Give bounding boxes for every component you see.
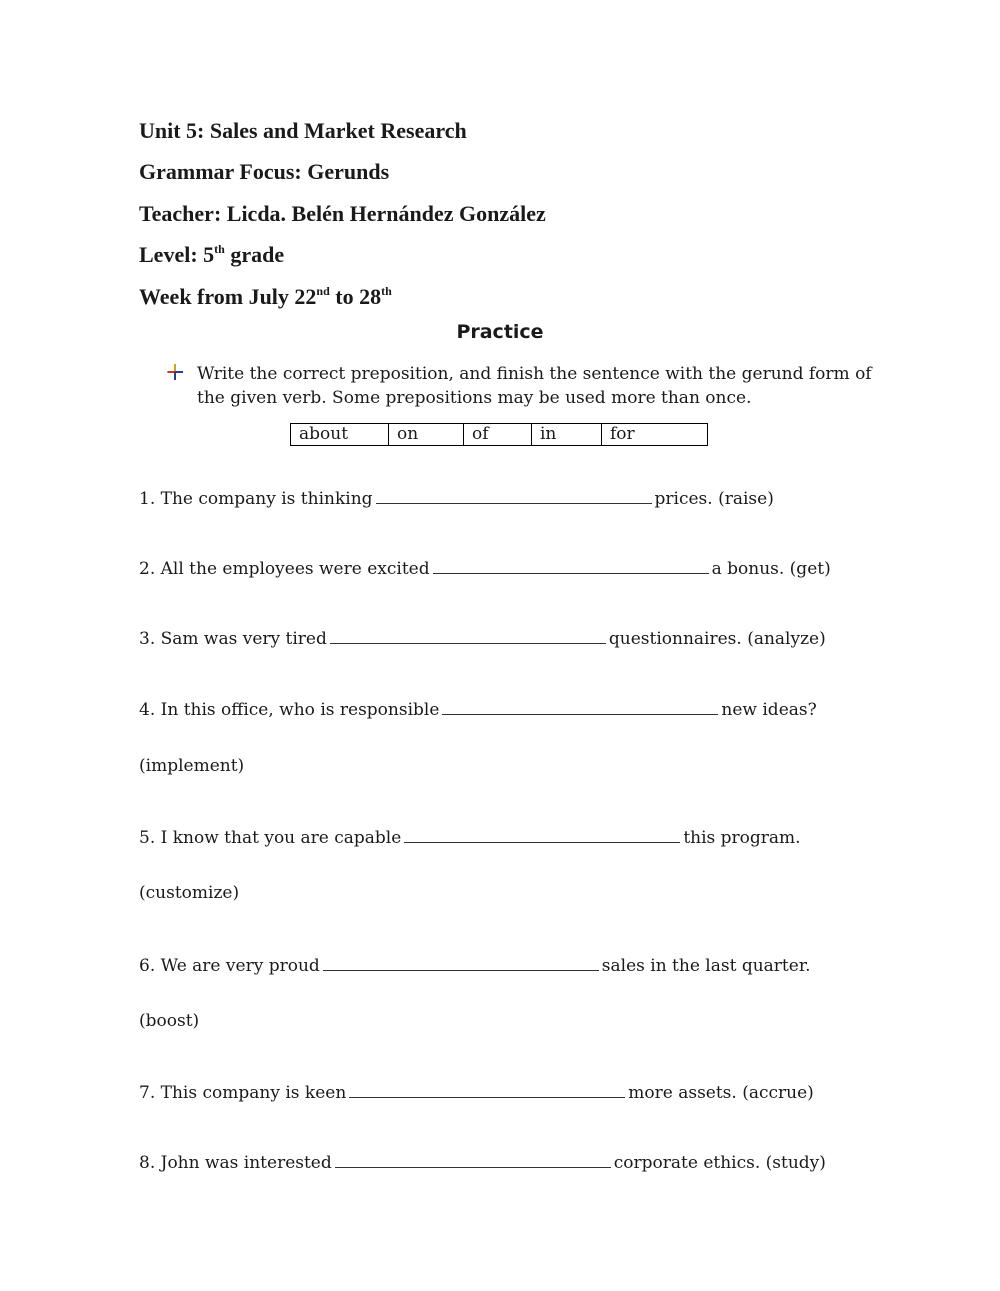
exercise-item-4 — [139, 698, 817, 720]
item-5-stem: 5. I know that you are capable — [139, 828, 402, 848]
week-superscript-2: th — [381, 284, 392, 298]
item-2-blank[interactable] — [433, 557, 709, 574]
item-4-stem: 4. In this office, who is responsible — [139, 700, 440, 720]
item-1-stem: 1. The company is thinking — [139, 489, 373, 509]
exercise-item-7 — [139, 1081, 814, 1103]
week-prefix: Week from July 22 — [139, 284, 317, 309]
word-bank-row — [291, 424, 708, 446]
item-3-stem: 3. Sam was very tired — [139, 629, 327, 649]
unit-title: Unit 5: Sales and Market Research — [139, 118, 467, 143]
item-6-tail: sales in the last quarter. — [601, 956, 811, 976]
week-range — [139, 286, 392, 308]
item-7-blank[interactable] — [349, 1081, 625, 1098]
level-prefix: Level: 5 — [139, 242, 215, 267]
item-8-stem: 8. John was interested — [139, 1153, 332, 1173]
grammar-focus: Grammar Focus: Gerunds — [139, 159, 390, 184]
item-4-tail: new ideas? — [721, 700, 817, 720]
exercise-item-5 — [139, 826, 801, 848]
item-5-tail: this program. — [683, 828, 801, 848]
item-2-tail: a bonus. (get) — [711, 559, 831, 579]
item-7-stem: 7. This company is keen — [139, 1083, 347, 1103]
week-superscript-1: nd — [316, 284, 330, 298]
item-6-blank[interactable] — [323, 954, 599, 971]
level-suffix: grade — [224, 242, 285, 267]
item-5-blank[interactable] — [404, 826, 680, 843]
word-bank-cell-in: in — [532, 424, 602, 446]
item-6-stem: 6. We are very proud — [139, 956, 320, 976]
exercise-item-6 — [139, 954, 810, 976]
exercise-item-1 — [139, 487, 774, 509]
item-3-blank[interactable] — [330, 627, 606, 644]
exercise-item-2 — [139, 557, 831, 579]
word-bank-cell-about: about — [291, 424, 389, 446]
item-7-tail: more assets. (accrue) — [628, 1083, 814, 1103]
instruction-text: Write the correct preposition, and finish the sentence with the gerund form of the given verb. Some prepositions may be used more than once. — [197, 364, 872, 408]
item-8-blank[interactable] — [335, 1151, 611, 1168]
item-3-tail: questionnaires. (analyze) — [608, 629, 826, 649]
four-point-star-bullet-icon — [166, 363, 184, 381]
exercise-item-8 — [139, 1151, 826, 1173]
item-8-tail: corporate ethics. (study) — [613, 1153, 826, 1173]
exercise-item-4-verb: (implement) — [139, 756, 245, 776]
word-bank-cell-for: for — [602, 424, 708, 446]
exercise-item-5-verb: (customize) — [139, 883, 240, 903]
word-bank-cell-on: on — [389, 424, 464, 446]
exercise-item-3 — [139, 627, 826, 649]
level — [139, 244, 284, 266]
item-1-tail: prices. (raise) — [654, 489, 774, 509]
level-superscript: th — [214, 242, 225, 256]
exercise-item-6-verb: (boost) — [139, 1011, 200, 1031]
teacher-name: Teacher: Licda. Belén Hernández González — [139, 201, 546, 226]
word-bank-cell-of: of — [464, 424, 532, 446]
item-1-blank[interactable] — [376, 487, 652, 504]
practice-title: Practice — [456, 321, 544, 343]
word-bank-table — [290, 423, 708, 446]
week-middle: to 28 — [329, 284, 382, 309]
item-2-stem: 2. All the employees were excited — [139, 559, 430, 579]
item-4-blank[interactable] — [442, 698, 718, 715]
